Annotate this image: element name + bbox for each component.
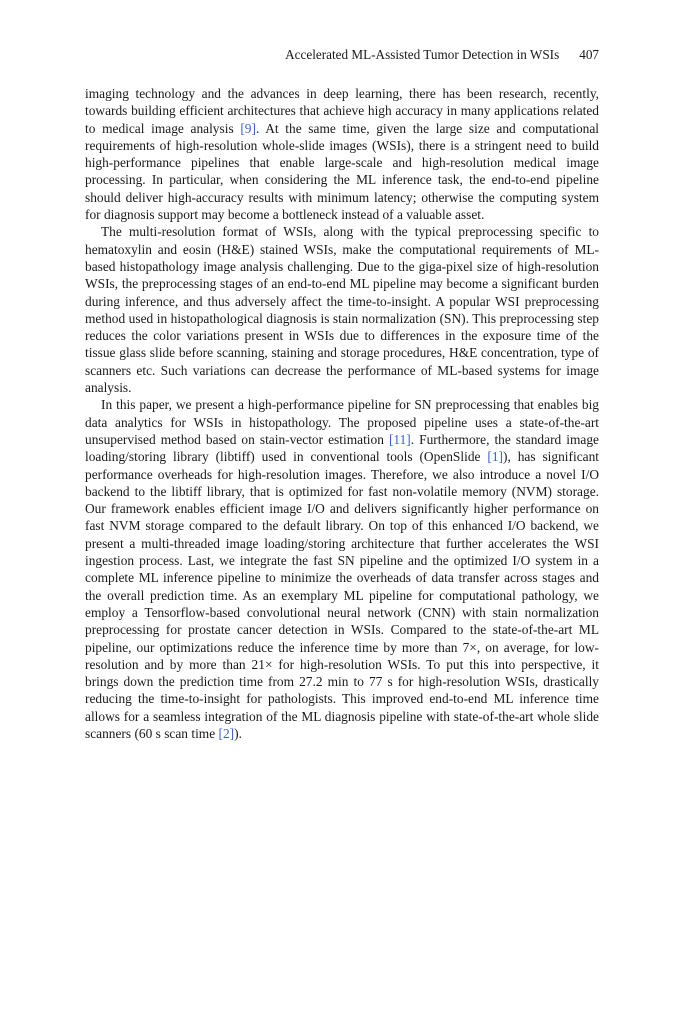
text-run: imaging technology and the advances in deep learning, there has been research, recently, towards building efficient architectures that achieve high accuracy in many applications related to medical image analysis	[85, 86, 599, 136]
text-run: In this paper, we present a high-performance pipeline for SN preprocessing that enables big data analytics for WSIs in histopathology. The proposed pipeline uses a state-of-the-art unsupervised method based on stain-vector estimation	[85, 397, 599, 447]
citation-link[interactable]: [1]	[487, 449, 503, 465]
text-run: . At the same time, given the large size and computational requirements of high-resolution whole-slide images (WSIs), there is a stringent need to build high-performance pipelines that enable large-scale and high-resolution medical image processing. In particular, when considering the ML inference task, the end-to-end pipeline should deliver high-accuracy results with minimum latency; otherwise the computing system for diagnosis support may become a bottleneck instead of a valuable asset.	[85, 120, 600, 223]
text-run: ).	[234, 725, 242, 741]
paragraph	[85, 223, 599, 396]
paragraph	[85, 85, 599, 223]
running-head	[85, 47, 599, 63]
body-text	[85, 85, 599, 742]
citation-link[interactable]: [2]	[218, 725, 235, 741]
paragraph	[85, 396, 599, 742]
text-run: . Furthermore, the standard image loading/storing library (libtiff) used in conventional tools (OpenSlide	[85, 431, 599, 465]
text-run: ), has significant performance overheads for high-resolution images. Therefore, we also introduce a novel I/O backend to the libtiff library, that is optimized for fast non-volatile memory (NVM) storage. Our framework enables efficient image I/O and delivers significantly higher performance on fast NVM storage compared to the default library. On top of this enhanced I/O backend, we present a multi-threaded image loading/storing architecture that further accelerates the WSI ingestion process. Last, we integrate the fast SN pipeline and the optimized I/O system in a complete ML inference pipeline to minimize the overheads of data transfer across stages and the overall prediction time. As an exemplary ML pipeline for computational pathology, we employ a Tensorflow-based convolutional neural network (CNN) with stain normalization preprocessing for prostate cancer detection in WSIs. Compared to the state-of-the-art ML pipeline, our optimizations reduce the inference time by more than 7×, on average, for low-resolution and by more than 21× for high-resolution WSIs. To put this into perspective, it brings down the prediction time from 27.2 min to 77 s for high-resolution WSIs, drastically reducing the time-to-insight for pathologists. This improved end-to-end ML inference time allows for a seamless integration of the ML diagnosis pipeline with state-of-the-art whole slide scanners (60 s scan time	[85, 449, 599, 741]
page-number: 407	[579, 47, 599, 62]
text-run: The multi-resolution format of WSIs, along with the typical preprocessing specific to hematoxylin and eosin (H&E) stained WSIs, make the computational requirements of ML-based histopathology image analysis challenging. Due to the giga-pixel size of high-resolution WSIs, the preprocessing stages of an end-to-end ML pipeline may become a significant burden during inference, and thus adversely affect the time-to-insight. A popular WSI preprocessing method used in histopathological diagnosis is stain normalization (SN). This preprocessing step reduces the color variations present in WSIs due to differences in the exposure time of the tissue glass slide before scanning, staining and storage procedures, H&E concentration, type of scanners etc. Such variations can decrease the performance of ML-based systems for image analysis.	[85, 224, 599, 396]
citation-link[interactable]: [9]	[240, 120, 256, 136]
running-title: Accelerated ML-Assisted Tumor Detection in WSIs	[285, 47, 560, 62]
citation-link[interactable]: [11]	[388, 431, 411, 447]
